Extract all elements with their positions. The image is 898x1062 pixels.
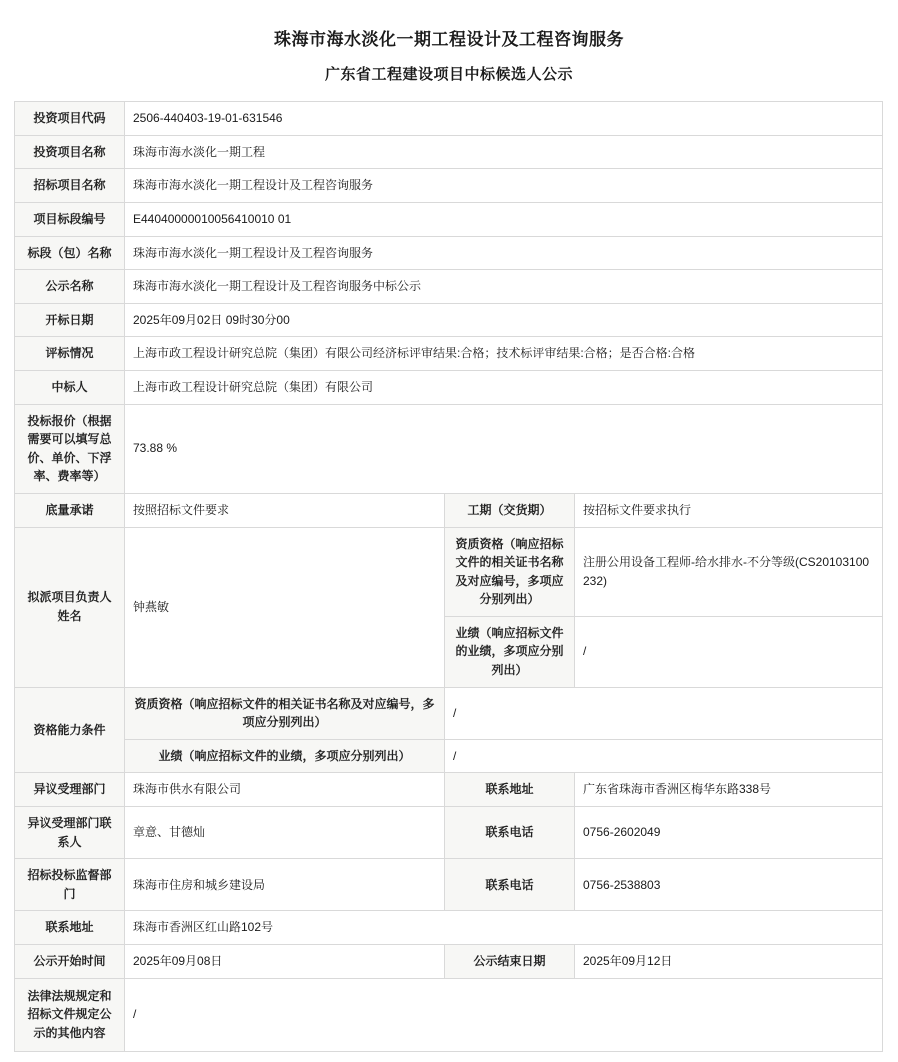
supervision-dept-value: 珠海市住房和城乡建设局 bbox=[125, 859, 445, 911]
project-code-label: 投资项目代码 bbox=[15, 102, 125, 136]
manager-cert-value: 注册公用设备工程师-给水排水-不分等级(CS20103100232) bbox=[575, 527, 883, 616]
manager-performance-value: / bbox=[575, 616, 883, 687]
page-title: 珠海市海水淡化一期工程设计及工程咨询服务 bbox=[274, 30, 624, 49]
bid-price-label: 投标报价（根据需要可以填写总价、单价、下浮率、费率等） bbox=[15, 404, 125, 493]
start-date-label: 公示开始时间 bbox=[15, 945, 125, 979]
section-name-label: 标段（包）名称 bbox=[15, 236, 125, 270]
objection-address-label: 联系地址 bbox=[445, 773, 575, 807]
objection-phone-value: 0756-2602049 bbox=[575, 807, 883, 859]
qualification-cert-label: 资质资格（响应招标文件的相关证书名称及对应编号，多项应分别列出） bbox=[125, 687, 445, 739]
table-row bbox=[15, 945, 883, 979]
quality-commitment-label: 底量承诺 bbox=[15, 493, 125, 527]
supervision-phone-label: 联系电话 bbox=[445, 859, 575, 911]
table-row bbox=[15, 807, 883, 859]
project-code-value: 2506-440403-19-01-631546 bbox=[125, 102, 883, 136]
section-name-value: 珠海市海水淡化一期工程设计及工程咨询服务 bbox=[125, 236, 883, 270]
start-date-value: 2025年09月08日 bbox=[125, 945, 445, 979]
page-subtitle: 广东省工程建设项目中标候选人公示 bbox=[324, 66, 573, 84]
table-row bbox=[15, 773, 883, 807]
table-row bbox=[15, 739, 883, 773]
section-code-label: 项目标段编号 bbox=[15, 202, 125, 236]
notice-name-value: 珠海市海水淡化一期工程设计及工程咨询服务中标公示 bbox=[125, 270, 883, 304]
review-label: 评标情况 bbox=[15, 337, 125, 371]
objection-contact-value: 章意、甘德灿 bbox=[125, 807, 445, 859]
table-row bbox=[15, 527, 883, 616]
table-row bbox=[15, 270, 883, 304]
table-row bbox=[15, 370, 883, 404]
qualification-performance-value: / bbox=[445, 739, 883, 773]
end-date-label: 公示结束日期 bbox=[445, 945, 575, 979]
other-content-label: 法律法规规定和招标文件规定公示的其他内容 bbox=[15, 978, 125, 1051]
section-code-value: E44040000010056410010 01 bbox=[125, 202, 883, 236]
open-date-value: 2025年09月02日 09时30分00 bbox=[125, 303, 883, 337]
table-row bbox=[15, 911, 883, 945]
table-row bbox=[15, 169, 883, 203]
qualification-performance-label: 业绩（响应招标文件的业绩，多项应分别列出） bbox=[125, 739, 445, 773]
supervision-phone-value: 0756-2538803 bbox=[575, 859, 883, 911]
table-row bbox=[15, 687, 883, 739]
announcement-table bbox=[14, 101, 883, 1051]
table-row bbox=[15, 493, 883, 527]
winner-value: 上海市政工程设计研究总院（集团）有限公司 bbox=[125, 370, 883, 404]
quality-commitment-value: 按照招标文件要求 bbox=[125, 493, 445, 527]
contact-address-label: 联系地址 bbox=[15, 911, 125, 945]
table-row bbox=[15, 236, 883, 270]
qualification-label: 资格能力条件 bbox=[15, 687, 125, 773]
tender-name-label: 招标项目名称 bbox=[15, 169, 125, 203]
bid-price-value: 73.88 % bbox=[125, 404, 883, 493]
other-content-value: / bbox=[125, 978, 883, 1051]
table-row bbox=[15, 404, 883, 493]
document-header bbox=[14, 26, 884, 87]
objection-dept-value: 珠海市供水有限公司 bbox=[125, 773, 445, 807]
table-row bbox=[15, 978, 883, 1051]
review-value: 上海市政工程设计研究总院（集团）有限公司经济标评审结果:合格；技术标评审结果:合格；是否合格:合格 bbox=[125, 337, 883, 371]
table-row bbox=[15, 859, 883, 911]
table-row bbox=[15, 102, 883, 136]
winner-label: 中标人 bbox=[15, 370, 125, 404]
contact-address-value: 珠海市香洲区红山路102号 bbox=[125, 911, 883, 945]
objection-dept-label: 异议受理部门 bbox=[15, 773, 125, 807]
table-row bbox=[15, 202, 883, 236]
duration-label: 工期（交货期） bbox=[445, 493, 575, 527]
manager-cert-label: 资质资格（响应招标文件的相关证书名称及对应编号，多项应分别列出） bbox=[445, 527, 575, 616]
manager-performance-label: 业绩（响应招标文件的业绩，多项应分别列出） bbox=[445, 616, 575, 687]
project-name-value: 珠海市海水淡化一期工程 bbox=[125, 135, 883, 169]
project-name-label: 投资项目名称 bbox=[15, 135, 125, 169]
objection-contact-label: 异议受理部门联系人 bbox=[15, 807, 125, 859]
manager-label: 拟派项目负责人姓名 bbox=[15, 527, 125, 687]
duration-value: 按招标文件要求执行 bbox=[575, 493, 883, 527]
notice-name-label: 公示名称 bbox=[15, 270, 125, 304]
tender-name-value: 珠海市海水淡化一期工程设计及工程咨询服务 bbox=[125, 169, 883, 203]
table-row bbox=[15, 337, 883, 371]
open-date-label: 开标日期 bbox=[15, 303, 125, 337]
end-date-value: 2025年09月12日 bbox=[575, 945, 883, 979]
supervision-dept-label: 招标投标监督部门 bbox=[15, 859, 125, 911]
table-row bbox=[15, 303, 883, 337]
manager-value: 钟燕敏 bbox=[125, 527, 445, 687]
objection-address-value: 广东省珠海市香洲区梅华东路338号 bbox=[575, 773, 883, 807]
qualification-cert-value: / bbox=[445, 687, 883, 739]
objection-phone-label: 联系电话 bbox=[445, 807, 575, 859]
table-row bbox=[15, 135, 883, 169]
